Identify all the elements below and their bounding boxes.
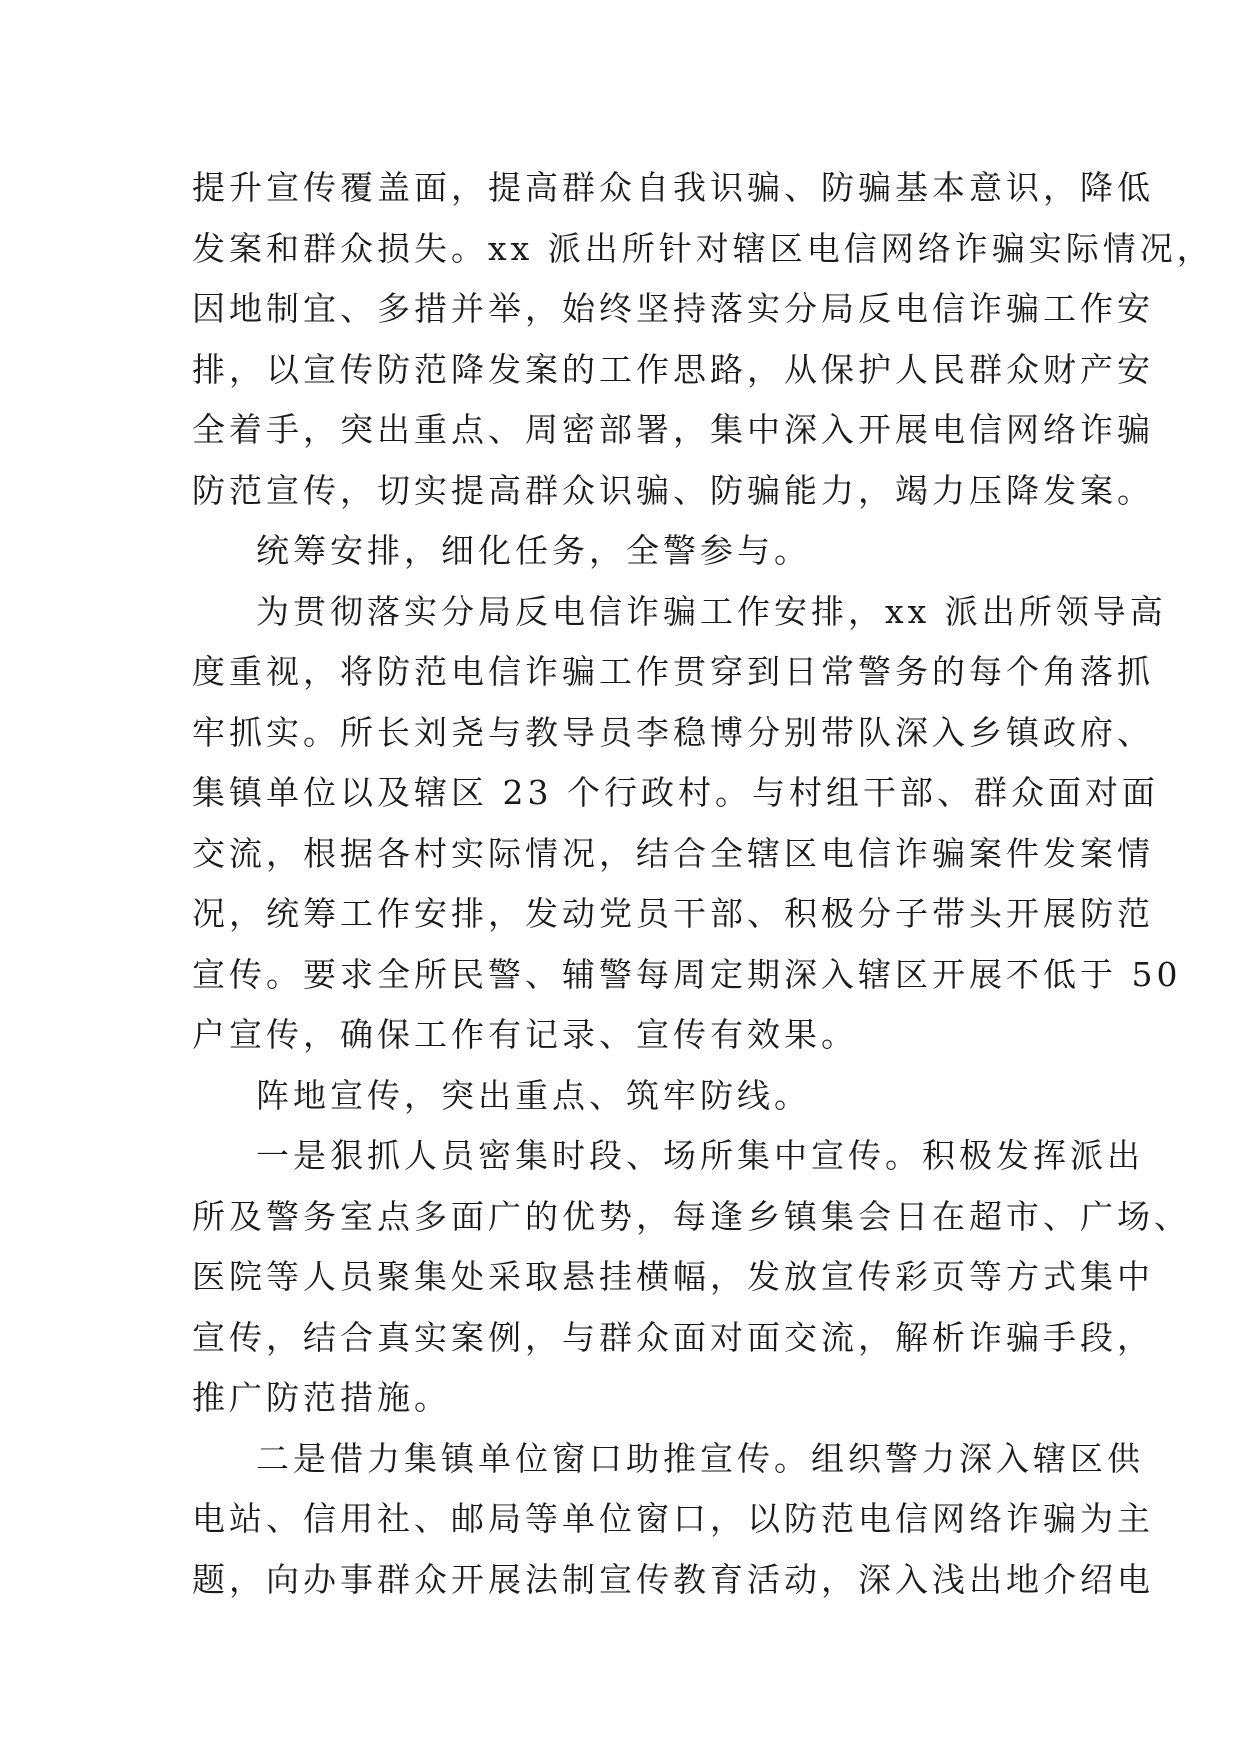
text-line: 防范宣传，切实提高群众识骗、防骗能力，竭力压降发案。	[192, 470, 1154, 510]
text-line: 况，统筹工作安排，发动党员干部、积极分子带头开展防范	[192, 894, 1154, 933]
text-line: 全着手，突出重点、周密部署，集中深入开展电信网络诈骗	[192, 410, 1154, 449]
text-line: 发案和群众损失。xx 派出所针对辖区电信网络诈骗实际情况，	[192, 228, 1214, 268]
text-line: 电站、信用社、邮局等单位窗口，以防范电信网络诈骗为主	[192, 1499, 1154, 1538]
text-line: 所及警务室点多面广的优势，每逢乡镇集会日在超市、广场、	[192, 1196, 1191, 1236]
text-line: 牢抓实。所长刘尧与教导员李稳博分别带队深入乡镇政府、	[192, 712, 1154, 752]
text-line: 排，以宣传防范降发案的工作思路，从保护人民群众财产安	[192, 349, 1154, 389]
text-line: 户宣传，确保工作有记录、宣传有效果。	[192, 1015, 858, 1054]
text-line: 阵地宣传，突出重点、筑牢防线。	[256, 1075, 811, 1115]
text-line: 宣传。要求全所民警、辅警每周定期深入辖区开展不低于 50	[192, 954, 1182, 994]
text-line: 推广防范措施。	[192, 1378, 451, 1417]
text-line: 交流，根据各村实际情况，结合全辖区电信诈骗案件发案情	[192, 833, 1154, 873]
text-line: 宣传，结合真实案例，与群众面对面交流，解析诈骗手段，	[192, 1317, 1154, 1357]
text-line: 集镇单位以及辖区 23 个行政村。与村组干部、群众面对面	[192, 773, 1159, 812]
text-line: 度重视，将防范电信诈骗工作贯穿到日常警务的每个角落抓	[192, 652, 1154, 691]
text-line: 统筹安排，细化任务，全警参与。	[256, 531, 811, 570]
document-body	[192, 158, 1214, 1610]
text-line: 医院等人员聚集处采取悬挂横幅，发放宣传彩页等方式集中	[192, 1257, 1154, 1296]
text-line: 因地制宜、多措并举，始终坚持落实分局反电信诈骗工作安	[192, 289, 1154, 328]
text-line: 一是狠抓人员密集时段、场所集中宣传。积极发挥派出	[256, 1136, 1144, 1175]
text-line: 为贯彻落实分局反电信诈骗工作安排，xx 派出所领导高	[256, 591, 1167, 631]
text-line: 提升宣传覆盖面，提高群众自我识骗、防骗基本意识，降低	[192, 168, 1154, 207]
text-line: 题，向办事群众开展法制宣传教育活动，深入浅出地介绍电	[192, 1559, 1154, 1599]
text-line: 二是借力集镇单位窗口助推宣传。组织警力深入辖区供	[256, 1438, 1144, 1478]
